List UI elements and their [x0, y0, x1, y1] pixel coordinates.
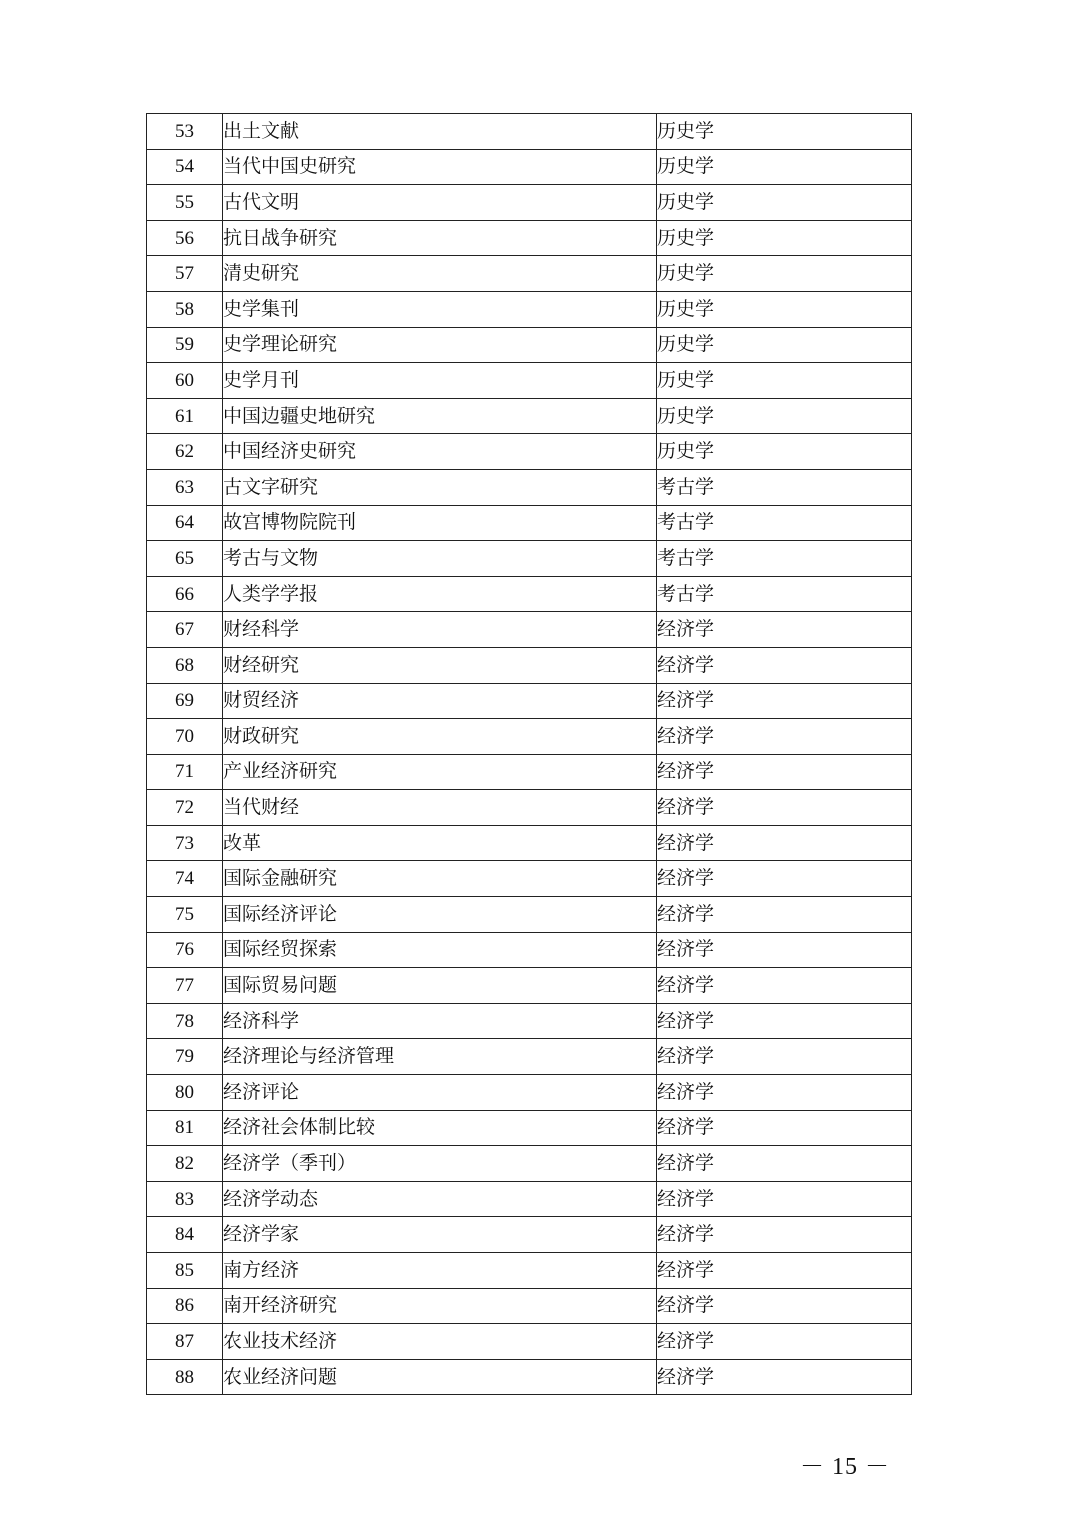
journal-name-cell: 人类学学报 [223, 576, 657, 612]
journal-name-cell: 改革 [223, 825, 657, 861]
subject-cell: 经济学 [657, 1181, 912, 1217]
row-number-cell: 56 [147, 220, 223, 256]
subject-cell: 经济学 [657, 932, 912, 968]
page-number: － 15 － [800, 1454, 890, 1480]
subject-cell: 经济学 [657, 719, 912, 755]
subject-cell: 历史学 [657, 220, 912, 256]
table-row [147, 647, 912, 683]
row-number-cell: 81 [147, 1110, 223, 1146]
subject-cell: 历史学 [657, 114, 912, 150]
journal-name-cell: 国际经贸探索 [223, 932, 657, 968]
row-number-cell: 65 [147, 541, 223, 577]
journal-name-cell: 史学月刊 [223, 363, 657, 399]
table-row [147, 398, 912, 434]
journal-name-cell: 财贸经济 [223, 683, 657, 719]
subject-cell: 经济学 [657, 1359, 912, 1395]
row-number-cell: 82 [147, 1146, 223, 1182]
subject-cell: 历史学 [657, 434, 912, 470]
row-number-cell: 83 [147, 1181, 223, 1217]
subject-cell: 经济学 [657, 754, 912, 790]
subject-cell: 经济学 [657, 790, 912, 826]
subject-cell: 经济学 [657, 1253, 912, 1289]
row-number-cell: 84 [147, 1217, 223, 1253]
journal-name-cell: 出土文献 [223, 114, 657, 150]
journal-name-cell: 史学理论研究 [223, 327, 657, 363]
journal-name-cell: 产业经济研究 [223, 754, 657, 790]
table-row [147, 612, 912, 648]
subject-cell: 考古学 [657, 576, 912, 612]
subject-cell: 历史学 [657, 149, 912, 185]
table-row [147, 114, 912, 150]
subject-cell: 经济学 [657, 612, 912, 648]
row-number-cell: 67 [147, 612, 223, 648]
row-number-cell: 55 [147, 185, 223, 221]
subject-cell: 历史学 [657, 327, 912, 363]
journal-name-cell: 国际贸易问题 [223, 968, 657, 1004]
row-number-cell: 87 [147, 1324, 223, 1360]
journal-name-cell: 古代文明 [223, 185, 657, 221]
journal-name-cell: 中国边疆史地研究 [223, 398, 657, 434]
table-row [147, 434, 912, 470]
journal-name-cell: 财政研究 [223, 719, 657, 755]
row-number-cell: 63 [147, 469, 223, 505]
row-number-cell: 88 [147, 1359, 223, 1395]
row-number-cell: 54 [147, 149, 223, 185]
subject-cell: 经济学 [657, 1110, 912, 1146]
subject-cell: 经济学 [657, 1146, 912, 1182]
table-row [147, 541, 912, 577]
subject-cell: 经济学 [657, 825, 912, 861]
table-row [147, 256, 912, 292]
row-number-cell: 86 [147, 1288, 223, 1324]
subject-cell: 经济学 [657, 968, 912, 1004]
row-number-cell: 58 [147, 291, 223, 327]
table-row [147, 754, 912, 790]
table-row [147, 220, 912, 256]
row-number-cell: 59 [147, 327, 223, 363]
subject-cell: 考古学 [657, 469, 912, 505]
table-row [147, 1110, 912, 1146]
journal-name-cell: 经济社会体制比较 [223, 1110, 657, 1146]
journal-name-cell: 经济学家 [223, 1217, 657, 1253]
subject-cell: 历史学 [657, 185, 912, 221]
table-row [147, 1003, 912, 1039]
subject-cell: 经济学 [657, 861, 912, 897]
row-number-cell: 60 [147, 363, 223, 399]
journal-name-cell: 当代财经 [223, 790, 657, 826]
subject-cell: 经济学 [657, 897, 912, 933]
row-number-cell: 70 [147, 719, 223, 755]
journal-name-cell: 故宫博物院院刊 [223, 505, 657, 541]
journal-name-cell: 南方经济 [223, 1253, 657, 1289]
journal-name-cell: 考古与文物 [223, 541, 657, 577]
journal-name-cell: 经济评论 [223, 1075, 657, 1111]
row-number-cell: 57 [147, 256, 223, 292]
subject-cell: 经济学 [657, 1324, 912, 1360]
journal-name-cell: 经济理论与经济管理 [223, 1039, 657, 1075]
row-number-cell: 79 [147, 1039, 223, 1075]
journal-name-cell: 农业技术经济 [223, 1324, 657, 1360]
journal-name-cell: 经济科学 [223, 1003, 657, 1039]
journal-name-cell: 古文字研究 [223, 469, 657, 505]
row-number-cell: 66 [147, 576, 223, 612]
table-row [147, 1039, 912, 1075]
journal-name-cell: 经济学动态 [223, 1181, 657, 1217]
row-number-cell: 85 [147, 1253, 223, 1289]
table-row [147, 363, 912, 399]
table-row [147, 1253, 912, 1289]
row-number-cell: 69 [147, 683, 223, 719]
row-number-cell: 80 [147, 1075, 223, 1111]
subject-cell: 历史学 [657, 363, 912, 399]
journal-name-cell: 财经科学 [223, 612, 657, 648]
subject-cell: 考古学 [657, 541, 912, 577]
journal-name-cell: 国际金融研究 [223, 861, 657, 897]
table-row [147, 291, 912, 327]
table-row [147, 1359, 912, 1395]
row-number-cell: 62 [147, 434, 223, 470]
row-number-cell: 76 [147, 932, 223, 968]
table-row [147, 825, 912, 861]
row-number-cell: 68 [147, 647, 223, 683]
row-number-cell: 61 [147, 398, 223, 434]
row-number-cell: 73 [147, 825, 223, 861]
subject-cell: 经济学 [657, 1003, 912, 1039]
subject-cell: 经济学 [657, 1217, 912, 1253]
subject-cell: 考古学 [657, 505, 912, 541]
journal-name-cell: 经济学（季刊） [223, 1146, 657, 1182]
subject-cell: 历史学 [657, 256, 912, 292]
row-number-cell: 78 [147, 1003, 223, 1039]
table-row [147, 861, 912, 897]
table-row [147, 932, 912, 968]
subject-cell: 经济学 [657, 1039, 912, 1075]
table-row [147, 469, 912, 505]
table-row [147, 576, 912, 612]
row-number-cell: 53 [147, 114, 223, 150]
journal-name-cell: 国际经济评论 [223, 897, 657, 933]
subject-cell: 经济学 [657, 1075, 912, 1111]
table-body [147, 114, 912, 1395]
row-number-cell: 71 [147, 754, 223, 790]
journal-name-cell: 财经研究 [223, 647, 657, 683]
table-row [147, 1217, 912, 1253]
subject-cell: 经济学 [657, 647, 912, 683]
row-number-cell: 64 [147, 505, 223, 541]
subject-cell: 经济学 [657, 683, 912, 719]
journal-name-cell: 当代中国史研究 [223, 149, 657, 185]
table-row [147, 1075, 912, 1111]
journal-name-cell: 南开经济研究 [223, 1288, 657, 1324]
table-row [147, 683, 912, 719]
table-row [147, 1324, 912, 1360]
journal-name-cell: 中国经济史研究 [223, 434, 657, 470]
row-number-cell: 77 [147, 968, 223, 1004]
table-row [147, 327, 912, 363]
journal-name-cell: 农业经济问题 [223, 1359, 657, 1395]
table-row [147, 790, 912, 826]
subject-cell: 经济学 [657, 1288, 912, 1324]
journal-name-cell: 清史研究 [223, 256, 657, 292]
row-number-cell: 75 [147, 897, 223, 933]
table-row [147, 719, 912, 755]
table-row [147, 149, 912, 185]
journal-table [146, 113, 912, 1395]
table-row [147, 897, 912, 933]
subject-cell: 历史学 [657, 398, 912, 434]
table-row [147, 185, 912, 221]
row-number-cell: 72 [147, 790, 223, 826]
journal-name-cell: 抗日战争研究 [223, 220, 657, 256]
table-row [147, 505, 912, 541]
row-number-cell: 74 [147, 861, 223, 897]
table-row [147, 1146, 912, 1182]
table-row [147, 1288, 912, 1324]
table-row [147, 968, 912, 1004]
journal-name-cell: 史学集刊 [223, 291, 657, 327]
table-row [147, 1181, 912, 1217]
subject-cell: 历史学 [657, 291, 912, 327]
